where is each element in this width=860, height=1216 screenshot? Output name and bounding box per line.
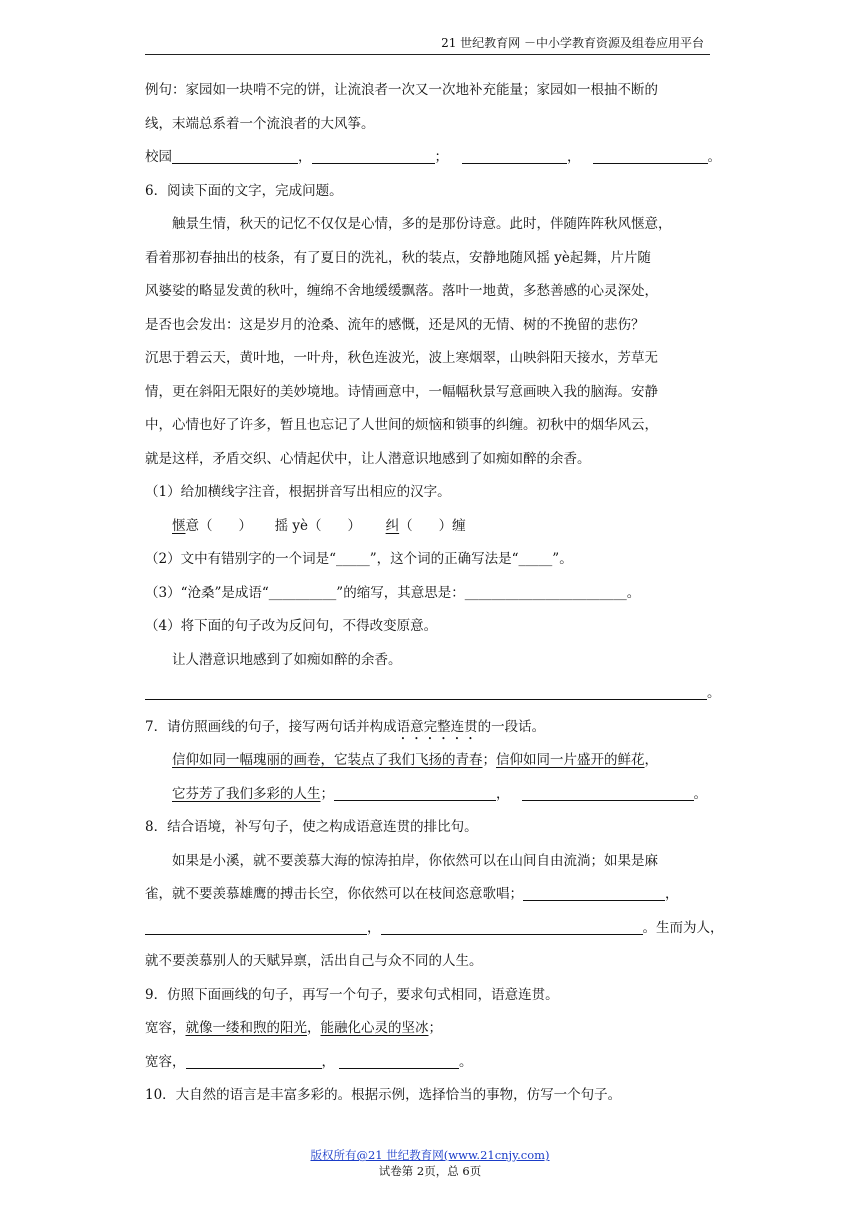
q5-sep-1: ， bbox=[298, 149, 312, 165]
q6-passage-line-5: 沉思于碧云天，黄叶地，一叶舟，秋色连波光，波上寒烟翠，山映斜阳天接水，芳草无 bbox=[145, 350, 658, 366]
q9-answer-end: 。 bbox=[459, 1053, 473, 1070]
q6-sub1-word-a: 惬 bbox=[172, 517, 186, 534]
q5-answer-prefix: 校园 bbox=[145, 149, 172, 165]
q5-example-line-1: 例句：家园如一块啃不完的饼，让流浪者一次又一次地补充能量；家园如一根抽不断的 bbox=[145, 82, 658, 98]
q9-example-a: 就像一缕和煦的阳光 bbox=[185, 1020, 307, 1036]
q5-blank-1[interactable] bbox=[172, 145, 298, 164]
q5-end: 。 bbox=[707, 149, 721, 165]
q7-title bbox=[145, 711, 715, 745]
q6-sub4-answer-blank[interactable] bbox=[145, 681, 707, 700]
q6-passage-line-8: 就是这样，矛盾交织、心情起伏中，让人潜意识地感到了如痴如醉的余香。 bbox=[145, 450, 591, 467]
q7-answer-line bbox=[145, 778, 715, 812]
header-text: 21 世纪教育网 －中小学教育资源及组卷应用平台 bbox=[441, 36, 704, 50]
q6-sub4: （4）将下面的句子改为反问句，不得改变原意。 bbox=[145, 618, 438, 634]
q8-line-3-end: 。生而为人， bbox=[642, 919, 724, 936]
q8-blank-2[interactable] bbox=[145, 916, 367, 935]
q7-example-e: 它芬芳了我们多彩的人生 bbox=[172, 785, 321, 802]
q8-line-3-mid: ， bbox=[367, 919, 381, 936]
q7-title-post: 的一段话。 bbox=[477, 718, 546, 735]
q6-sub1: （1）给加横线字注音，根据拼音写出相应的汉字。 bbox=[145, 484, 451, 500]
q9-example-end: ； bbox=[428, 1020, 442, 1036]
q6-passage-line-2: 看着那初春抽出的枝条，有了夏日的洗礼，秋的装点，安静地随风摇 yè起舞，片片随 bbox=[145, 249, 651, 266]
q9-example-c: 能融化心灵的坚冰 bbox=[320, 1020, 429, 1036]
q10-title: 10．大自然的语言是丰富多彩的。根据示例，选择恰当的事物，仿写一个句子。 bbox=[145, 1087, 622, 1103]
q8-line-3 bbox=[145, 912, 724, 946]
page-header bbox=[145, 36, 710, 55]
q8-line-2-text: 雀，就不要羡慕雄鹰的搏击长空，你依然可以在枝间恣意歌唱； bbox=[145, 886, 523, 902]
q6-sub1-c-open: （ bbox=[399, 517, 413, 534]
q7-sep-2: ， bbox=[496, 785, 510, 802]
q5-blank-3[interactable] bbox=[462, 145, 567, 164]
q7-title-pre: 7．请仿照画线的句子，接写两句话并构成 bbox=[145, 718, 397, 735]
q9-example-b: ， bbox=[307, 1020, 321, 1036]
q6-sub4-answer-line bbox=[145, 677, 721, 711]
q7-example-c: 信仰如同一片盛开的鲜花 bbox=[496, 752, 645, 768]
q5-sep-2: ； bbox=[434, 149, 448, 165]
q8-blank-1[interactable] bbox=[523, 882, 665, 901]
q6-sub3: （3）“沧桑”是成语“__________”的缩写，其意思是：________________________。 bbox=[145, 584, 641, 601]
q9-answer-prefix: 宽容， bbox=[145, 1053, 186, 1070]
q6-passage-line-4: 是否也会发出：这是岁月的沧桑、流年的感慨，还是风的无情、树的不挽留的悲伤？ bbox=[145, 316, 645, 333]
q7-blank-1[interactable] bbox=[334, 782, 496, 801]
q7-example-d: ， bbox=[644, 752, 658, 768]
q5-blank-2[interactable] bbox=[312, 145, 435, 164]
q6-sub1-a-rest: 意（ bbox=[185, 517, 213, 534]
q5-example-line-2: 线，末端总系着一个流浪者的大风筝。 bbox=[145, 115, 375, 132]
q7-example-b: ； bbox=[482, 752, 496, 768]
q7-sep-1: ； bbox=[320, 785, 334, 802]
q9-example-prefix: 宽容， bbox=[145, 1020, 186, 1036]
footer-page-info: 试卷第 2页，总 6页 bbox=[378, 1164, 482, 1178]
q6-passage-line-7: 中，心情也好了许多，暂且也忘记了人世间的烦恼和锁事的纠缠。初秋中的烟华风云， bbox=[145, 417, 658, 433]
q6-sub1-c-close: ）缠 bbox=[438, 517, 466, 534]
q7-example-a: 信仰如同一幅瑰丽的画卷，它装点了我们飞扬的青春 bbox=[172, 752, 483, 768]
q5-blank-4[interactable] bbox=[593, 145, 708, 164]
q9-blank-1[interactable] bbox=[186, 1050, 322, 1069]
q9-answer-line bbox=[145, 1046, 715, 1080]
q6-sub1-word-c: 纠 bbox=[385, 517, 400, 534]
q6-title: 6．阅读下面的文字，完成问题。 bbox=[145, 182, 343, 199]
q6-sub1-items bbox=[145, 510, 715, 544]
q9-blank-2[interactable] bbox=[339, 1050, 459, 1069]
q9-answer-sep: ， bbox=[321, 1053, 335, 1070]
footer-copyright-link[interactable]: 版权所有@21 世纪教育网(www.21cnjy.com) bbox=[310, 1148, 550, 1162]
q5-sep-3: ， bbox=[567, 149, 581, 165]
q7-title-emphasis: 语意完整连贯 bbox=[396, 718, 478, 735]
q5-answer-line bbox=[145, 141, 721, 175]
content bbox=[145, 74, 724, 1113]
q9-example bbox=[145, 1012, 715, 1046]
q8-line-1: 如果是小溪，就不要羡慕大海的惊涛拍岸，你依然可以在山间自由流淌；如果是麻 bbox=[172, 852, 658, 869]
q8-line-2-end: ， bbox=[665, 886, 679, 902]
q7-blank-2[interactable] bbox=[522, 782, 694, 801]
q6-sub1-b-close: ） bbox=[347, 517, 362, 534]
q8-line-4: 就不要羡慕别人的天赋异禀，活出自己与众不同的人生。 bbox=[145, 953, 483, 969]
q6-sub1-a-close: ） bbox=[238, 517, 252, 534]
q6-passage-line-3: 风婆娑的略显发黄的秋叶，缠绵不舍地缓缓飘落。落叶一地黄，多愁善感的心灵深处， bbox=[145, 283, 658, 299]
q8-line-2 bbox=[145, 878, 715, 912]
q9-title: 9．仿照下面画线的句子，再写一个句子，要求句式相同，语意连贯。 bbox=[145, 986, 559, 1003]
q6-sub1-b-text: 摇 yè（ bbox=[274, 517, 322, 534]
q6-passage-line-1: 触景生情，秋天的记忆不仅仅是心情，多的是那份诗意。此时，伴随阵阵秋风惬意， bbox=[172, 216, 672, 232]
q7-end: 。 bbox=[693, 785, 707, 802]
q6-sub4-end: 。 bbox=[707, 685, 721, 701]
q6-sub2: （2）文中有错别字的一个词是“_____”，这个词的正确写法是“_____”。 bbox=[145, 551, 573, 567]
q6-sub4-sentence: 让人潜意识地感到了如痴如醉的余香。 bbox=[172, 651, 402, 668]
q8-title: 8．结合语境，补写句子，使之构成语意连贯的排比句。 bbox=[145, 819, 478, 835]
q8-blank-3[interactable] bbox=[381, 916, 643, 935]
q6-passage-line-6: 情，更在斜阳无限好的美妙境地。诗情画意中，一幅幅秋景写意画映入我的脑海。安静 bbox=[145, 383, 658, 400]
q7-example-line-1 bbox=[145, 744, 715, 778]
